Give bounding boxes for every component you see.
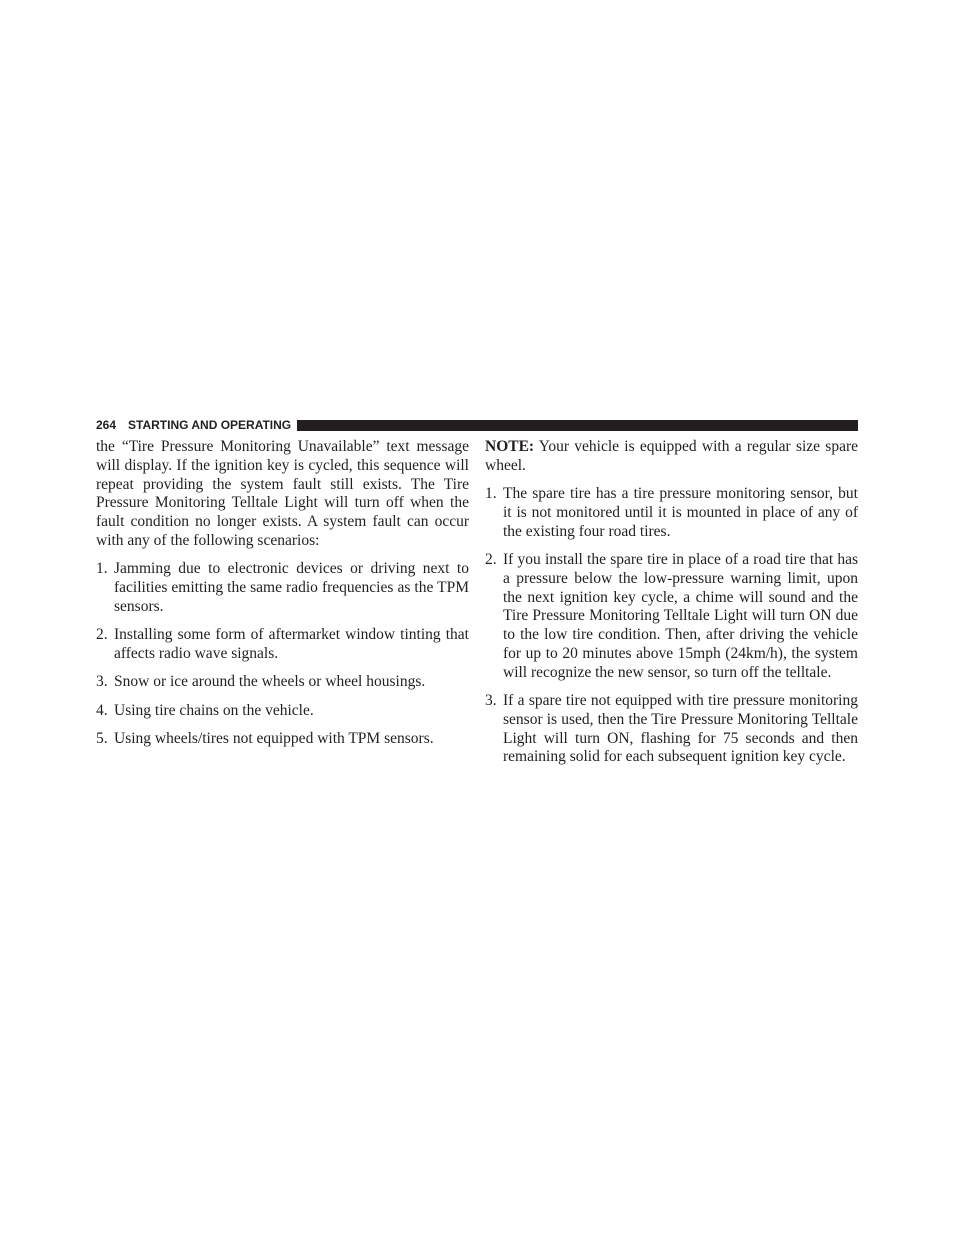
note-paragraph — [485, 438, 858, 476]
list-item-number: 5. — [96, 729, 108, 747]
spare-tire-list — [485, 485, 858, 767]
list-item — [96, 560, 469, 616]
list-item-text: Jamming due to electronic devices or driving next to facilities emitting the same radio frequencies as the TPM sensors. — [114, 560, 469, 615]
list-item-text: Using wheels/tires not equipped with TPM sensors. — [114, 729, 434, 747]
list-item — [96, 673, 469, 692]
list-item — [485, 551, 858, 683]
note-text: Your vehicle is equipped with a regular size spare wheel. — [485, 438, 858, 474]
list-item-text: Snow or ice around the wheels or wheel housings. — [114, 673, 426, 691]
list-item-text: Installing some form of aftermarket window tinting that affects radio wave signals. — [114, 626, 469, 662]
list-item-number: 1. — [485, 485, 497, 503]
list-item-text: If you install the spare tire in place of a road tire that has a pressure below the low-pressure warning limit, upon the next ignition key cycle, a chime will sound and the Tire Pressure Monitoring Telltale Light will turn ON due to the low tire condition. Then, after driving the vehicle for up to 20 minutes above 15mph (24km/h), the system will recognize the new sensor, so turn off the telltale. — [503, 550, 858, 681]
section-title: STARTING AND OPERATING — [128, 418, 292, 432]
list-item-number: 2. — [485, 550, 497, 568]
list-item — [96, 730, 469, 749]
right-column — [485, 438, 858, 767]
list-item — [485, 485, 858, 541]
page-header — [96, 418, 858, 432]
list-item-number: 4. — [96, 701, 108, 719]
list-item-text: If a spare tire not equipped with tire pressure monitoring sensor is used, then the Tire Pressure Monitoring Telltale Light will turn ON, flashing for 75 seconds and then remaining solid for each subsequent ignition key cycle. — [503, 692, 858, 766]
list-item-number: 1. — [96, 560, 108, 578]
left-column — [96, 438, 469, 749]
header-rule — [297, 420, 858, 431]
list-item-text: Using tire chains on the vehicle. — [114, 701, 314, 719]
list-item — [96, 626, 469, 664]
list-item-text: The spare tire has a tire pressure monitoring sensor, but it is not monitored until it is mounted in place of any of the existing four road tires. — [503, 485, 858, 540]
list-item-number: 3. — [96, 673, 108, 691]
list-item — [485, 692, 858, 767]
intro-paragraph: the “Tire Pressure Monitoring Unavailable” text message will display. If the ignition key is cycled, this sequence will repeat providing the system fault still exists. The Tire Pressure Monitoring Telltale Light will turn off when the fault condition no longer exists. A system fault can occur with any of the following scenarios: — [96, 438, 469, 549]
note-label: NOTE: — [485, 438, 535, 455]
list-item-number: 3. — [485, 692, 497, 710]
fault-scenarios-list — [96, 560, 469, 748]
list-item — [96, 702, 469, 721]
list-item-number: 2. — [96, 626, 108, 644]
page-number: 264 — [96, 418, 117, 432]
